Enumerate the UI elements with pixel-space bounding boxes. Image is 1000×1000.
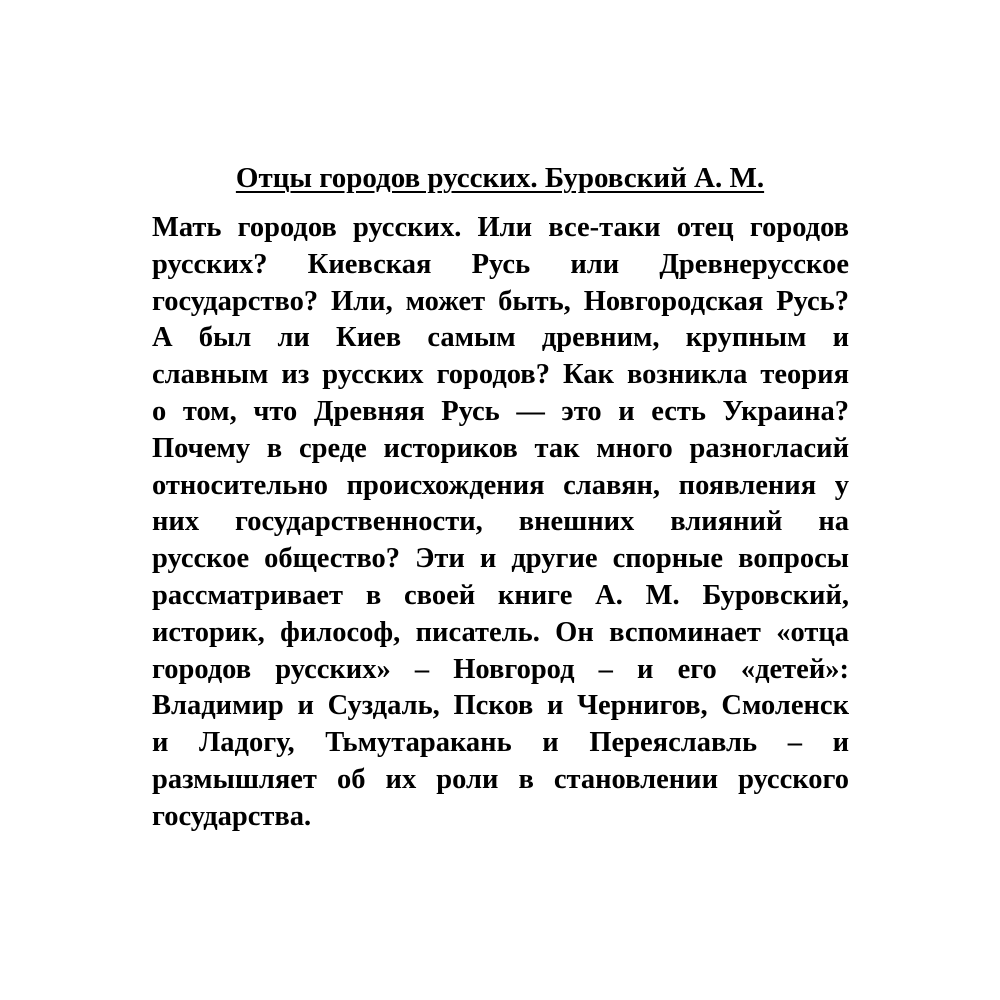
text-line: размышляет об их роли в становлении русского [152,763,849,795]
text-line: городов русских» – Новгород – и его «детей»: [152,653,849,685]
text-line: А был ли Киев самым древним, крупным и [152,322,849,354]
text-line: русское общество? Эти и другие спорные вопросы [152,543,849,575]
text-line: славным из русских городов? Как возникла теория [152,359,849,391]
text-line: историк, философ, писатель. Он вспоминает «отца [152,616,849,648]
text-line: русских? Киевская Русь или Древнерусское [152,248,849,280]
text-line: них государственности, внешних влияний на [152,506,849,538]
text-line: рассматривает в своей книге А. М. Буровский, [152,579,849,611]
text-line: о том, что Древняя Русь — это и есть Украина? [152,395,849,427]
document-title: Отцы городов русских. Буровский А. М. [235,162,765,194]
text-line: Владимир и Суздаль, Псков и Чернигов, Смоленск [152,690,849,722]
text-line: относительно происхождения славян, появления у [152,469,849,501]
text-line: государство? Или, может быть, Новгородская Русь? [152,285,849,317]
text-line: и Ладогу, Тьмутаракань и Переяславль – и [152,727,849,759]
text-line: государства. [152,800,312,832]
text-line: Почему в среде историков так много разногласий [152,432,849,464]
text-line: Мать городов русских. Или все-таки отец городов [152,212,849,243]
document-body [152,210,849,836]
